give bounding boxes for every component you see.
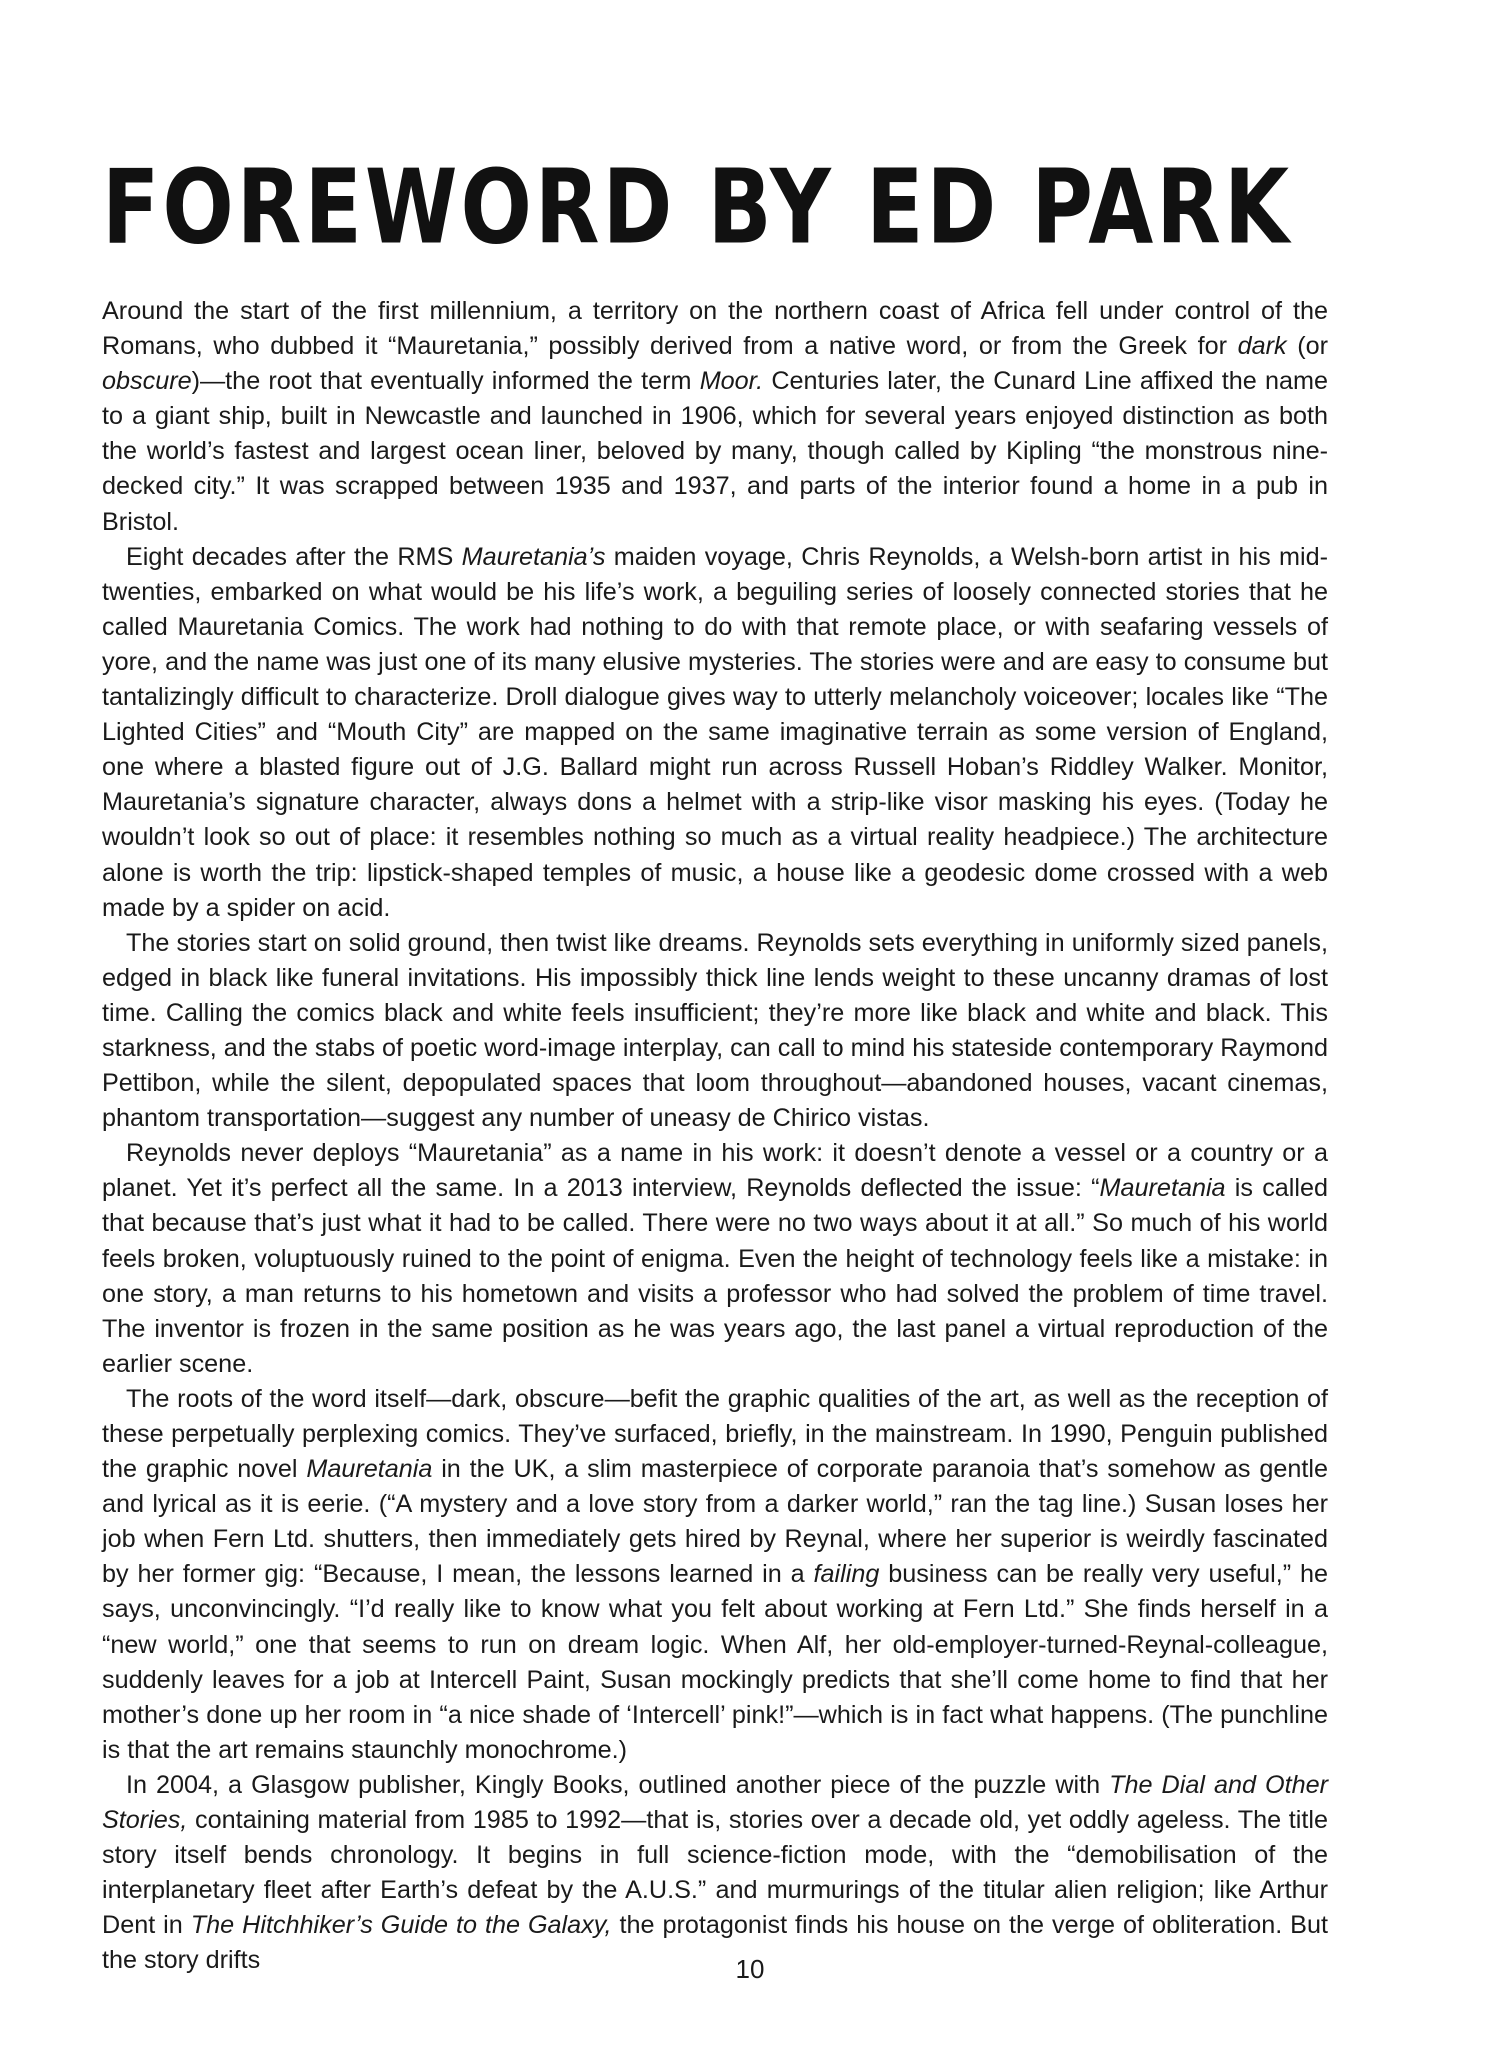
text-run: In 2004, a Glasgow publisher, Kingly Books, outlined another piece of the puzzle with [126,1770,1110,1799]
paragraph [102,1136,1328,1382]
italic-text: Mauretania [306,1455,433,1484]
text-run: Around the start of the first millennium, a territory on the northern coast of Africa fell under control of the Romans, who dubbed it “Mauretania,” possibly derived from a native word, or from the Greek for [102,297,1328,361]
text-run: Reynolds never deploys “Mauretania” as a name in his work: it doesn’t denote a vessel or a country or a planet. Yet it’s perfect all the same. In a 2013 interview, Reynolds deflected the issue: “ [102,1139,1328,1203]
text-run: (or [1286,332,1328,361]
italic-text: dark [1237,332,1287,361]
paragraph [102,926,1328,1137]
italic-text: The Dial and Other Stories, [102,1770,1328,1835]
page [102,140,1328,1979]
italic-text: failing [813,1560,880,1589]
page-number: 10 [735,1954,765,1984]
italic-text: The Hitchhiker’s Guide to the Galaxy, [190,1911,612,1940]
page-title: FOREWORD BY ED PARK [102,147,1293,267]
paragraph [102,1382,1328,1768]
paragraph [102,540,1328,926]
italic-text: obscure [102,367,192,396]
text-run: business can be really very useful,” he says, unconvincingly. “I’d really like to know what you felt about working at Fern Ltd.” She finds herself in a “new world,” one that seems to run on dream logic. When Alf, her old-employer-turned-Reynal-colleague, suddenly leaves for a job at Intercell Paint, Susan mockingly predicts that she’ll come home to find that her mother’s done up her room in “a nice shade of ‘Intercell’ pink!”—which is in fact what happens. (The punchline is that the art remains staunchly monochrome.) [102,1560,1328,1764]
text-run: containing material from 1985 to 1992—that is, stories over a decade old, yet oddly ageless. The title story itself bends chronology. It begins in full science-fiction mode, with the “demobilisation of the interplanetary fleet after Earth’s defeat by the A.U.S.” and murmurings of the titular alien religion; like Arthur Dent in [102,1806,1328,1940]
text-run: is called that because that’s just what it had to be called. There were no two ways about it at all.” So much of his world feels broken, voluptuously ruined to the point of enigma. Even the height of technology feels like a mistake: in one story, a man returns to his hometown and visits a professor who had solved the problem of time travel. The inventor is frozen in the same position as he was years ago, the last panel a virtual reproduction of the earlier scene. [102,1174,1328,1378]
text-run: The stories start on solid ground, then twist like dreams. Reynolds sets everything in uniformly sized panels, edged in black like funeral invitations. His impossibly thick line lends weight to these uncanny dramas of lost time. Calling the comics black and white feels insufficient; they’re more like black and white and black. This starkness, and the stabs of poetic word-image interplay, can call to mind his stateside contemporary Raymond Pettibon, while the silent, depopulated spaces that loom throughout—abandoned houses, vacant cinemas, phantom transportation—suggest any number of uneasy de Chirico vistas. [102,928,1328,1133]
text-run: Eight decades after the RMS [126,542,462,571]
italic-text: Mauretania [1099,1174,1226,1203]
text-run: the protagonist finds his house on the verge of obliteration. But the story drifts [102,1911,1328,1975]
text-run: maiden voyage, Chris Reynolds, a Welsh-born artist in his mid-twenties, embarked on what would be his life’s work, a beguiling series of loosely connected stories that he called Mauretania Comics. The work had nothing to do with that remote place, or with seafaring vessels of yore, and the name was just one of its many elusive mysteries. The stories were and are easy to consume but tantalizingly difficult to characterize. Droll dialogue gives way to utterly melancholy voiceover; locales like “The Lighted Cities” and “Mouth City” are mapped on the same imaginative terrain as some version of England, one where a blasted figure out of J.G. Ballard might run across Russell Hoban’s Riddley Walker. Monitor, Mauretania’s signature character, always dons a helmet with a strip-like visor masking his eyes. (Today he wouldn’t look so out of place: it resembles nothing so much as a virtual reality headpiece.) The architecture alone is worth the trip: lipstick-shaped temples of music, a house like a geodesic dome crossed with a web made by a spider on acid. [102,542,1328,922]
text-run: Centuries later, the Cunard Line affixed the name to a giant ship, built in Newcastle and launched in 1906, which for several years enjoyed distinction as both the world’s fastest and largest ocean liner, beloved by many, though called by Kipling “the monstrous nine-decked city.” It was scrapped between 1935 and 1937, and parts of the interior found a home in a pub in Bristol. [102,367,1329,536]
text-run: in the UK, a slim masterpiece of corporate paranoia that’s somehow as gentle and lyrical as it is eerie. (“A mystery and a love story from a darker world,” ran the tag line.) Susan loses her job when Fern Ltd. shutters, then immediately gets hired by Reynal, where her superior is weirdly fascinated by her former gig: “Because, I mean, the lessons learned in a [102,1455,1328,1589]
text-run: )—the root that eventually informed the term [191,367,700,396]
text-run: The roots of the word itself—dark, obscure—befit the graphic qualities of the art, as well as the reception of these perpetually perplexing comics. They’ve surfaced, briefly, in the mainstream. In 1990, Penguin published the graphic novel [102,1384,1328,1484]
italic-text: Mauretania’s [461,542,606,571]
italic-text: Moor. [699,367,764,396]
paragraph [102,1768,1328,1979]
paragraph [102,294,1328,540]
foreword-body [102,294,1328,1979]
